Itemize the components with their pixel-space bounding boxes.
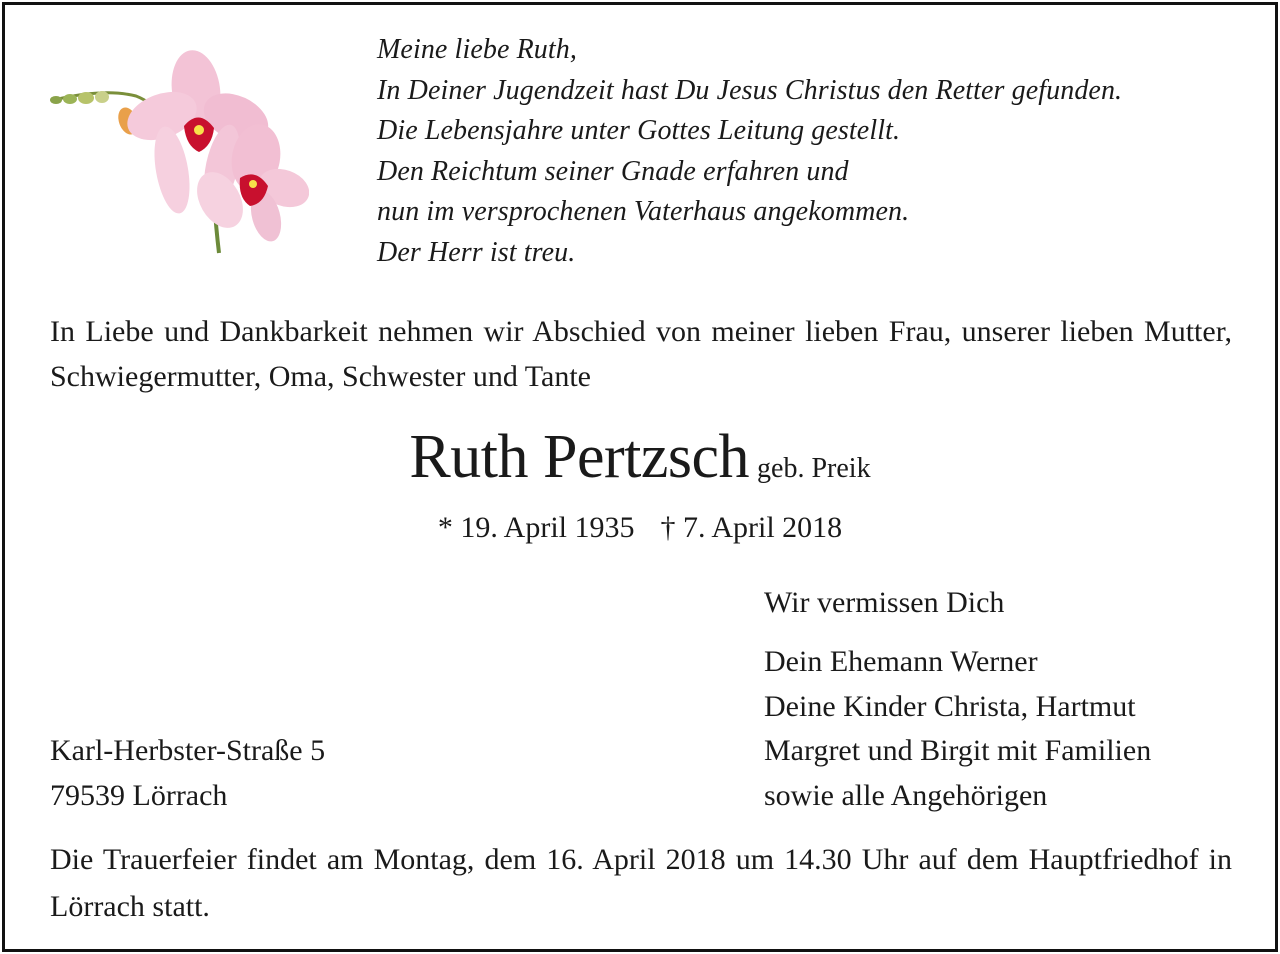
death-date: † 7. April 2018 [660, 511, 843, 544]
deceased-name-line [0, 422, 1280, 493]
poem-line: Die Lebensjahre unter Gottes Leitung gestellt. [377, 115, 901, 147]
mourner-line: Dein Ehemann Werner [764, 645, 1038, 678]
birth-date: * 19. April 1935 [437, 511, 635, 544]
mourner-line: Deine Kinder Christa, Hartmut [764, 689, 1136, 723]
address-city: 79539 Lörrach [50, 778, 228, 812]
address-block [50, 729, 325, 818]
poem-line: Den Reichtum seiner Gnade erfahren und [377, 155, 849, 187]
intro-paragraph: In Liebe und Dankbarkeit nehmen wir Abschied von meiner lieben Frau, unserer lieben Mutter, Schwiegermutter, Oma, Schwester und Tante [50, 315, 1232, 393]
mourner-line: sowie alle Angehörigen [764, 778, 1048, 812]
life-dates [0, 511, 1280, 545]
poem-line: nun im versprochenen Vaterhaus angekommen. [377, 196, 910, 228]
deceased-name: Ruth Pertzsch [409, 423, 750, 491]
mourners-heading: Wir vermissen Dich [764, 586, 1005, 619]
orchid-flower-icon [44, 48, 309, 258]
address-street: Karl-Herbster-Straße 5 [50, 734, 326, 767]
poem [377, 30, 1257, 274]
poem-line: In Deiner Jugendzeit hast Du Jesus Christus den Retter gefunden. [377, 74, 1123, 106]
ceremony-paragraph: Die Trauerfeier findet am Montag, dem 16. April 2018 um 14.30 Uhr auf dem Hauptfriedhof in Lörrach statt. [50, 843, 1232, 923]
mourners-list [764, 640, 1151, 818]
poem-line: Meine liebe Ruth, [377, 34, 577, 65]
poem-line: Der Herr ist treu. [377, 236, 576, 268]
maiden-name: geb. Preik [757, 453, 871, 484]
mourner-line: Margret und Birgit mit Familien [764, 734, 1152, 767]
